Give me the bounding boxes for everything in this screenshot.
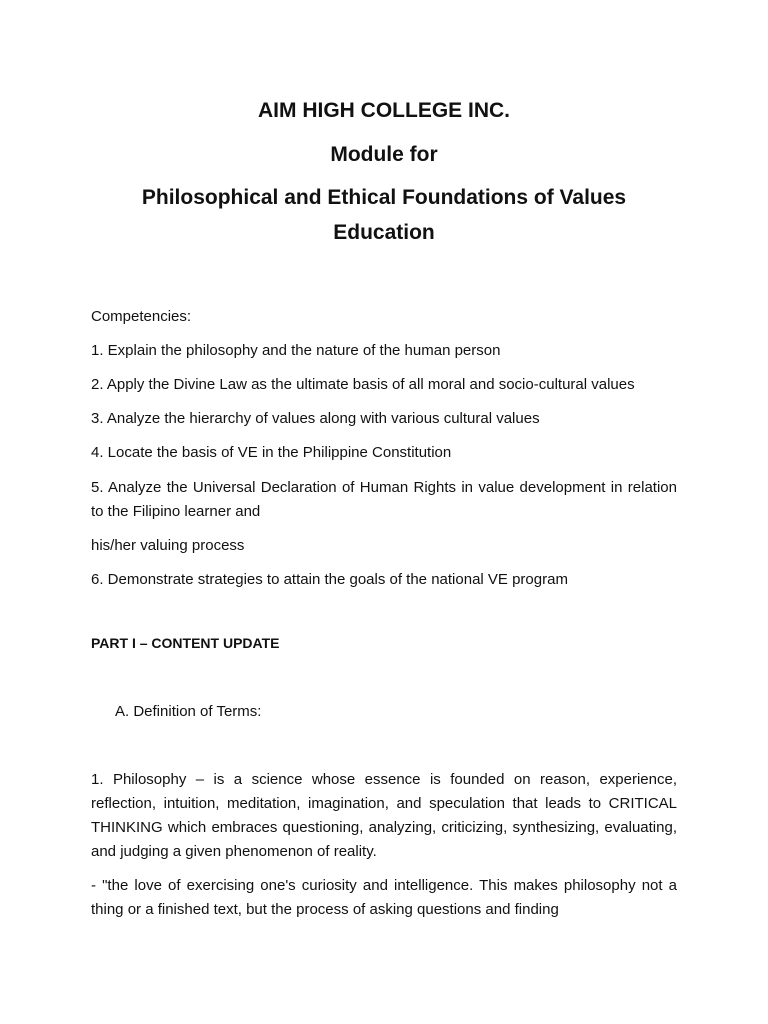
competencies-heading: Competencies: <box>91 308 192 325</box>
definition-paragraph: 1. Philosophy – is a science whose essence is founded on reason, experience, reflection, intuition, meditation, imagination, and speculation that leads to CRITICAL THINKING which embraces questioning, analyzing, criticizing, synthesizing, evaluating, and judging a given phenomenon of reality. <box>91 771 677 860</box>
course-title-line-1: Philosophical and Ethical Foundations of Values <box>141 186 627 209</box>
competency-item: 5. Analyze the Universal Declaration of Human Rights in value development in relation to the Filipino learner and <box>91 479 677 520</box>
part-heading: PART I – CONTENT UPDATE <box>91 635 280 651</box>
competency-item: 3. Analyze the hierarchy of values along with various cultural values <box>91 410 540 427</box>
section-subheading: A. Definition of Terms: <box>115 703 262 720</box>
competency-item: 4. Locate the basis of VE in the Philippine Constitution <box>91 444 452 461</box>
competency-item: 6. Demonstrate strategies to attain the goals of the national VE program <box>91 571 568 588</box>
college-name: AIM HIGH COLLEGE INC. <box>258 99 510 122</box>
competency-item: 2. Apply the Divine Law as the ultimate basis of all moral and socio-cultural values <box>91 376 635 393</box>
module-for-label: Module for <box>330 143 438 166</box>
course-title-line-2: Education <box>333 221 435 244</box>
definition-paragraph: - "the love of exercising one's curiosity and intelligence. This makes philosophy not a thing or a finished text, but the process of asking questions and finding <box>91 877 677 918</box>
competency-item-continuation: his/her valuing process <box>91 537 245 554</box>
title-block <box>0 96 768 248</box>
competency-item: 1. Explain the philosophy and the nature of the human person <box>91 342 501 359</box>
